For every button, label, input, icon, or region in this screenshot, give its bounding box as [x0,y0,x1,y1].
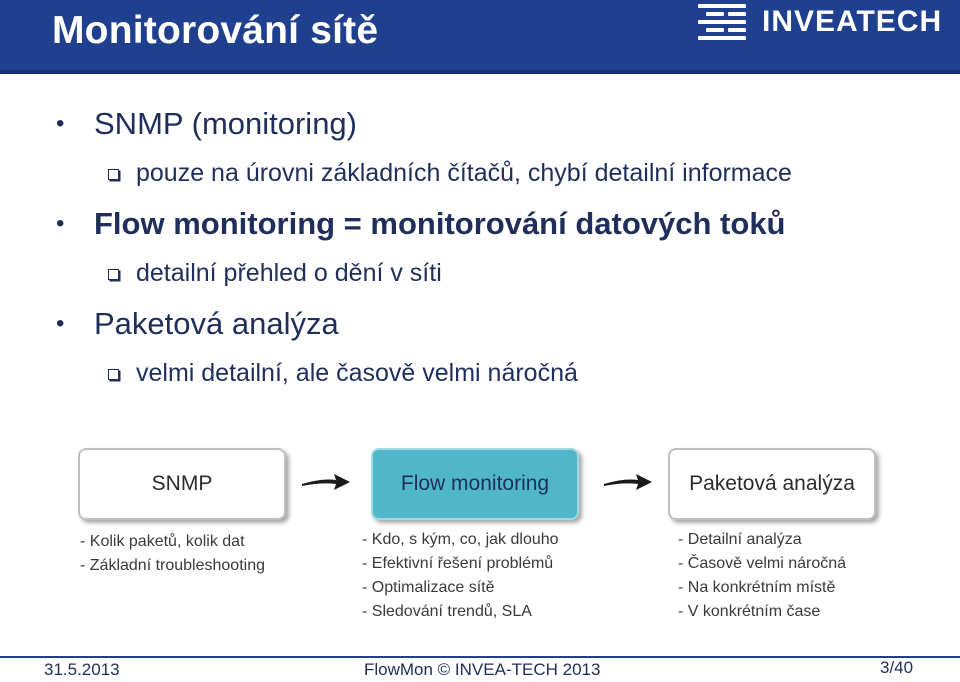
slide-title: Monitorování sítě [52,9,379,52]
bullet-text: SNMP (monitoring) [94,106,358,141]
arrow-right-icon [602,470,654,494]
footer-divider [0,656,960,658]
stage-label: Flow monitoring [400,472,550,495]
list-item: - Detailní analýza [678,531,802,548]
list-item: - V konkrétním čase [678,603,821,620]
stage-list-packet [678,528,846,624]
stage-box-flow-monitoring [371,448,579,520]
slide-header [0,0,960,74]
logo-text: INVEATECH [762,5,943,38]
list-item: - Základní troubleshooting [80,557,265,574]
stage-box-snmp [78,448,286,520]
stage-list-snmp [80,530,265,578]
checkbox-bullet-icon [108,169,119,180]
list-item: - Sledování trendů, SLA [362,603,532,620]
bullet-text: Paketová analýza [94,306,339,341]
stage-label: Paketová analýza [689,472,855,495]
page-number: 3/40 [880,658,914,677]
bullet-text: Flow monitoring = monitorování datových toků [94,206,786,241]
invea-tech-logo [698,2,942,42]
list-item: - Optimalizace sítě [362,579,495,596]
list-item: - Časově velmi náročná [678,555,847,572]
arrow-right-icon [300,470,352,494]
list-item: - Efektivní řešení problémů [362,555,554,572]
list-item: - Kolik paketů, kolik dat [80,533,245,550]
footer-copyright: FlowMon © INVEA-TECH 2013 [364,660,601,679]
stage-label: SNMP [151,472,213,495]
list-item: - Kdo, s kým, co, jak dlouho [362,531,559,548]
footer-date: 31.5.2013 [44,660,120,679]
bullet-dot-icon: • [56,110,65,137]
stage-list-flow [362,528,559,624]
checkbox-bullet-icon [108,369,119,380]
sub-bullet-text: detailní přehled o dění v síti [136,259,442,287]
sub-bullet-text: velmi detailní, ale časově velmi náročná [136,359,578,387]
bullet-dot-icon: • [56,310,65,337]
sub-bullet-text: pouze na úrovni základních čítačů, chybí detailní informace [136,159,792,187]
bullet-dot-icon: • [56,210,65,237]
invea-tech-logo-icon [698,2,746,42]
list-item: - Na konkrétním místě [678,579,836,596]
checkbox-bullet-icon [108,269,119,280]
stage-box-packet-analysis [668,448,876,520]
